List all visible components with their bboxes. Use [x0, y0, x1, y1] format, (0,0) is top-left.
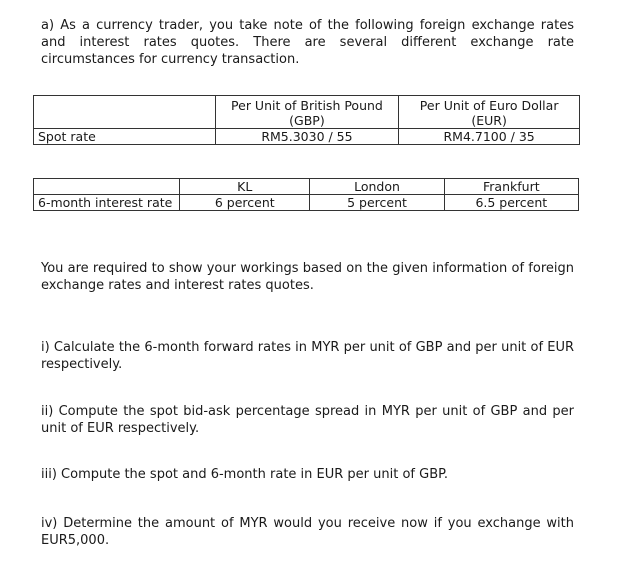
question-1: i) Calculate the 6-month forward rates in MYR per unit of GBP and per unit of EUR respectively. [41, 340, 574, 372]
spot-rate-eur-value: RM4.7100 / 35 [399, 129, 580, 145]
interest-rate-row [34, 195, 579, 211]
question-2: ii) Compute the spot bid-ask percentage spread in MYR per unit of GBP and per unit of EUR respectively. [41, 404, 574, 436]
instruction-paragraph: You are required to show your workings based on the given information of foreign exchange rates and interest rates quotes. [41, 261, 574, 293]
gbp-header-cell [215, 96, 399, 129]
spot-rate-row [34, 129, 580, 145]
eur-header-line2: (EUR) [471, 113, 507, 128]
gbp-header-line1: Per Unit of British Pound [231, 98, 383, 113]
london-interest-value: 5 percent [310, 195, 444, 211]
question-4: iv) Determine the amount of MYR would you receive now if you exchange with EUR5,000. [41, 516, 574, 548]
interest-rate-table [33, 178, 579, 211]
spot-table-corner-cell [34, 96, 216, 129]
spot-rate-table [33, 95, 580, 145]
frankfurt-interest-value: 6.5 percent [444, 195, 578, 211]
interest-table-header-row [34, 179, 579, 195]
interest-table-corner-cell [34, 179, 180, 195]
eur-header-line1: Per Unit of Euro Dollar [419, 98, 559, 113]
spot-table-header-row [34, 96, 580, 129]
spot-rate-label: Spot rate [34, 129, 216, 145]
kl-interest-value: 6 percent [180, 195, 310, 211]
question-3: iii) Compute the spot and 6-month rate in EUR per unit of GBP. [41, 467, 449, 482]
spot-rate-gbp-value: RM5.3030 / 55 [215, 129, 399, 145]
eur-header-cell [399, 96, 580, 129]
london-header-cell: London [310, 179, 444, 195]
gbp-header-line2: (GBP) [289, 113, 325, 128]
frankfurt-header-cell: Frankfurt [444, 179, 578, 195]
kl-header-cell: KL [180, 179, 310, 195]
intro-paragraph: a) As a currency trader, you take note of the following foreign exchange rates and interest rates quotes. There are several different exchange rate circumstances for currency transaction. [41, 18, 574, 67]
interest-rate-label: 6-month interest rate [34, 195, 180, 211]
